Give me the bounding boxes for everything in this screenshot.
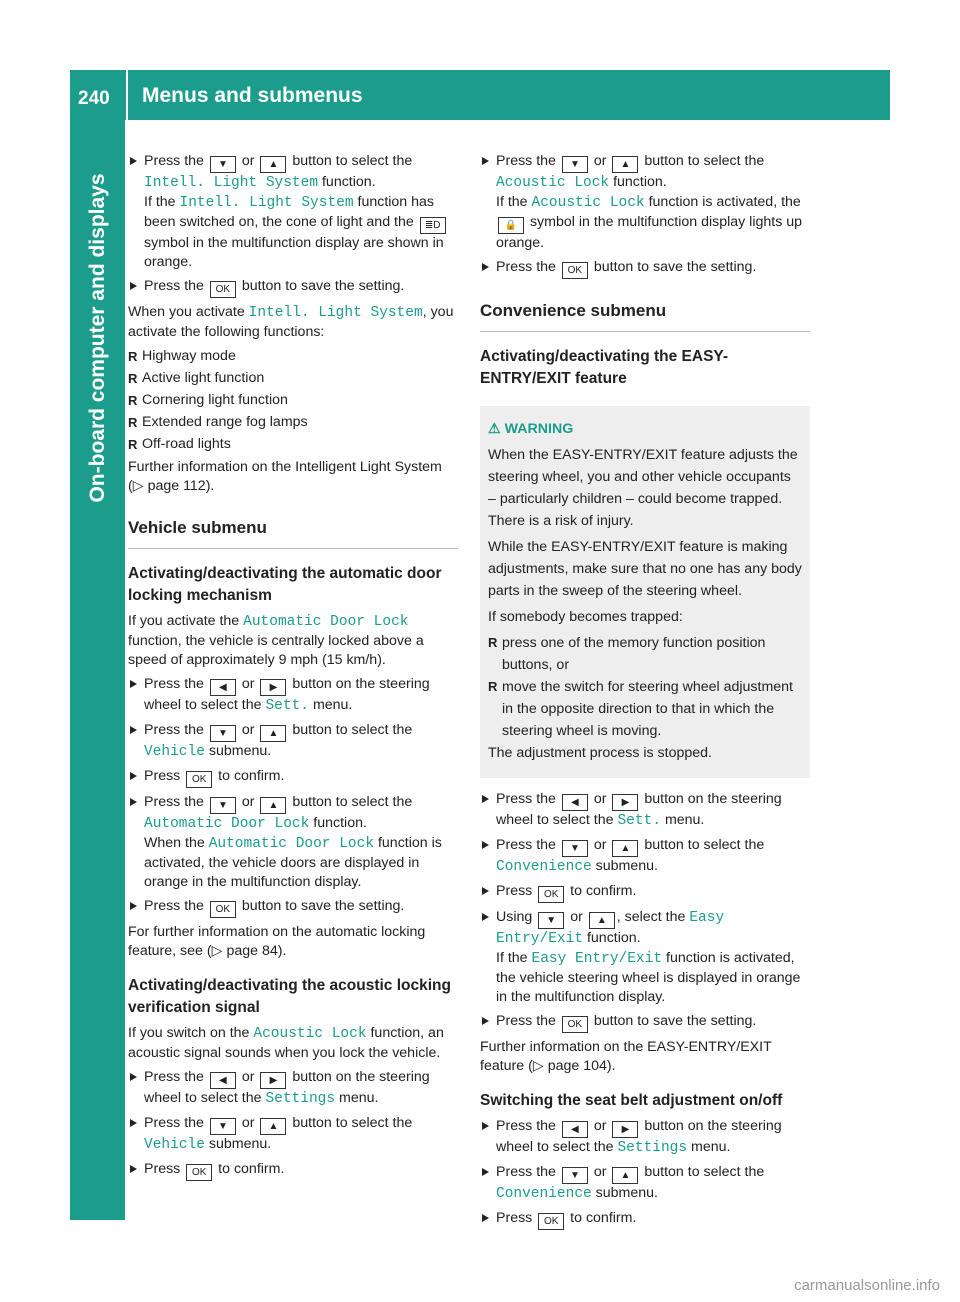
down-button-icon: ▼ <box>538 912 564 929</box>
step: Press the ▼ or ▲ button to select the Automatic Door Lock function. When the Automatic Door Lock function is activated, the vehicle doors are displayed in orange in the multifunction display. <box>128 793 458 892</box>
code-term: Vehicle <box>144 744 205 760</box>
code-term: Easy Entry/Exit <box>496 910 725 947</box>
up-button-icon: ▲ <box>589 912 615 929</box>
section-heading: Vehicle submenu <box>128 518 458 549</box>
step: Press the ▼ or ▲ button to select the Vehicle submenu. <box>128 1114 458 1155</box>
bullet-item: R Cornering light function <box>128 391 458 410</box>
code-term: Sett. <box>617 813 661 829</box>
up-button-icon: ▲ <box>612 1167 638 1184</box>
subsection-heading: Activating/deactivating the automatic door locking mechanism <box>128 565 442 604</box>
ok-button-icon: OK <box>186 1164 212 1181</box>
up-button-icon: ▲ <box>612 840 638 857</box>
light-symbol-icon: ≣D <box>420 217 446 234</box>
up-button-icon: ▲ <box>260 797 286 814</box>
lock-icon: 🔒 <box>498 217 524 234</box>
ok-button-icon: OK <box>562 1016 588 1033</box>
warning-icon: ⚠ <box>488 421 505 437</box>
code-term: Automatic Door Lock <box>144 816 310 832</box>
warning-text: While the EASY-ENTRY/EXIT feature is making adjustments, make sure that no one has any body parts in the sweep of the steering wheel. <box>488 539 802 599</box>
step: Using ▼ or ▲ , select the Easy Entry/Exit function. If the Easy Entry/Exit function is activated, the vehicle steering wheel is displayed in orange in the multifunction display. <box>480 908 810 1007</box>
code-term: Acoustic Lock <box>531 195 645 211</box>
down-button-icon: ▼ <box>562 156 588 173</box>
code-term: Intell. Light System <box>248 305 423 321</box>
left-button-icon: ◀ <box>562 1121 588 1138</box>
ok-button-icon: OK <box>210 281 236 298</box>
code-term: Intell. Light System <box>144 175 319 191</box>
step: Press the ◀ or ▶ button on the steering wheel to select the Sett. menu. <box>480 790 810 831</box>
code-term: Sett. <box>265 698 309 714</box>
down-button-icon: ▼ <box>210 725 236 742</box>
paragraph: Further information on the EASY-ENTRY/EXIT feature (▷ page 104). <box>480 1039 772 1074</box>
step: Press the OK button to save the setting. <box>480 1012 810 1033</box>
header-divider <box>126 70 128 120</box>
code-term: Vehicle <box>144 1137 205 1153</box>
code-term: Intell. Light System <box>179 195 354 211</box>
down-button-icon: ▼ <box>210 1118 236 1135</box>
step: Press the ◀ or ▶ button on the steering wheel to select the Sett. menu. <box>128 675 458 716</box>
right-button-icon: ▶ <box>612 1121 638 1138</box>
ok-button-icon: OK <box>186 771 212 788</box>
bullet-item: R press one of the memory function position buttons, or <box>488 632 802 676</box>
step: Press the OK button to save the setting. <box>128 897 458 918</box>
bullet-item: R Extended range fog lamps <box>128 413 458 432</box>
warning-text: If somebody becomes trapped: <box>488 609 683 625</box>
watermark: carmanualsonline.info <box>794 1277 940 1294</box>
right-column <box>480 152 810 1235</box>
ok-button-icon: OK <box>538 886 564 903</box>
step: Press the OK button to save the setting. <box>480 258 810 279</box>
step: Press the ▼ or ▲ button to select the Convenience submenu. <box>480 1163 810 1204</box>
code-term: Automatic Door Lock <box>208 836 375 852</box>
left-button-icon: ◀ <box>210 679 236 696</box>
right-button-icon: ▶ <box>612 794 638 811</box>
down-button-icon: ▼ <box>562 1167 588 1184</box>
step: Press OK to confirm. <box>128 767 458 788</box>
ok-button-icon: OK <box>538 1213 564 1230</box>
step: Press the ◀ or ▶ button on the steering wheel to select the Settings menu. <box>128 1068 458 1109</box>
bullet-item: R move the switch for steering wheel adjustment in the opposite direction to that in which the steering wheel is moving. <box>488 676 802 742</box>
step: Press the ▼ or ▲ button to select the Acoustic Lock function. If the Acoustic Lock function is activated, the 🔒 symbol in the multifunction display lights up orange. <box>480 152 810 253</box>
step: Press the ▼ or ▲ button to select the Convenience submenu. <box>480 836 810 877</box>
code-term: Convenience <box>496 859 592 875</box>
subsection-heading: Activating/deactivating the acoustic locking verification signal <box>128 977 451 1016</box>
code-term: Easy Entry/Exit <box>531 951 663 967</box>
step: Press OK to confirm. <box>128 1160 458 1181</box>
left-button-icon: ◀ <box>210 1072 236 1089</box>
right-button-icon: ▶ <box>260 679 286 696</box>
step: Press the ▼ or ▲ button to select the Intell. Light System function. If the Intell. Light System function has been switched on, the cone of light and the ≣D symbol in the multifunction display are shown in orange. <box>128 152 458 272</box>
ok-button-icon: OK <box>562 262 588 279</box>
ok-button-icon: OK <box>210 901 236 918</box>
code-term: Settings <box>265 1091 336 1107</box>
down-button-icon: ▼ <box>562 840 588 857</box>
step: Press the ◀ or ▶ button on the steering wheel to select the Settings menu. <box>480 1117 810 1158</box>
paragraph: When you activate Intell. Light System, you activate the following functions: <box>128 304 454 340</box>
code-term: Acoustic Lock <box>253 1026 367 1042</box>
up-button-icon: ▲ <box>612 156 638 173</box>
warning-title: ⚠ WARNING <box>488 421 574 437</box>
subsection-heading: Switching the seat belt adjustment on/off <box>480 1092 783 1109</box>
side-tab-title: On-board computer and displays <box>86 173 109 503</box>
paragraph: If you activate the Automatic Door Lock function, the vehicle is centrally locked above a speed of approximately 9 mph (15 km/h). <box>128 613 424 668</box>
down-button-icon: ▼ <box>210 797 236 814</box>
code-term: Automatic Door Lock <box>243 614 409 630</box>
paragraph: If you switch on the Acoustic Lock function, an acoustic signal sounds when you lock the vehicle. <box>128 1025 444 1061</box>
page-number: 240 <box>78 88 110 109</box>
warning-text: When the EASY-ENTRY/EXIT feature adjusts the steering wheel, you and other vehicle occupants – particularly children – could become trapped. There is a risk of injury. <box>488 447 798 529</box>
left-button-icon: ◀ <box>562 794 588 811</box>
left-column <box>128 152 458 1186</box>
bullet-item: R Active light function <box>128 369 458 388</box>
down-button-icon: ▼ <box>210 156 236 173</box>
bullet-item: R Highway mode <box>128 347 458 366</box>
paragraph: For further information on the automatic locking feature, see (▷ page 84). <box>128 924 426 959</box>
warning-box <box>480 406 810 778</box>
paragraph: Further information on the Intelligent Light System (▷ page 112). <box>128 459 442 494</box>
side-tab <box>70 120 125 1220</box>
step: Press the OK button to save the setting. <box>128 277 458 298</box>
section-heading: Convenience submenu <box>480 301 810 332</box>
subsection-heading: Activating/deactivating the EASY-ENTRY/EXIT feature <box>480 348 729 387</box>
up-button-icon: ▲ <box>260 725 286 742</box>
step: Press OK to confirm. <box>480 1209 810 1230</box>
step: Press the ▼ or ▲ button to select the Vehicle submenu. <box>128 721 458 762</box>
bullet-item: R Off-road lights <box>128 435 458 454</box>
step: Press OK to confirm. <box>480 882 810 903</box>
up-button-icon: ▲ <box>260 156 286 173</box>
right-button-icon: ▶ <box>260 1072 286 1089</box>
code-term: Convenience <box>496 1186 592 1202</box>
code-term: Settings <box>617 1140 688 1156</box>
warning-text: The adjustment process is stopped. <box>488 745 712 761</box>
page-title: Menus and submenus <box>142 84 363 107</box>
up-button-icon: ▲ <box>260 1118 286 1135</box>
code-term: Acoustic Lock <box>496 175 610 191</box>
